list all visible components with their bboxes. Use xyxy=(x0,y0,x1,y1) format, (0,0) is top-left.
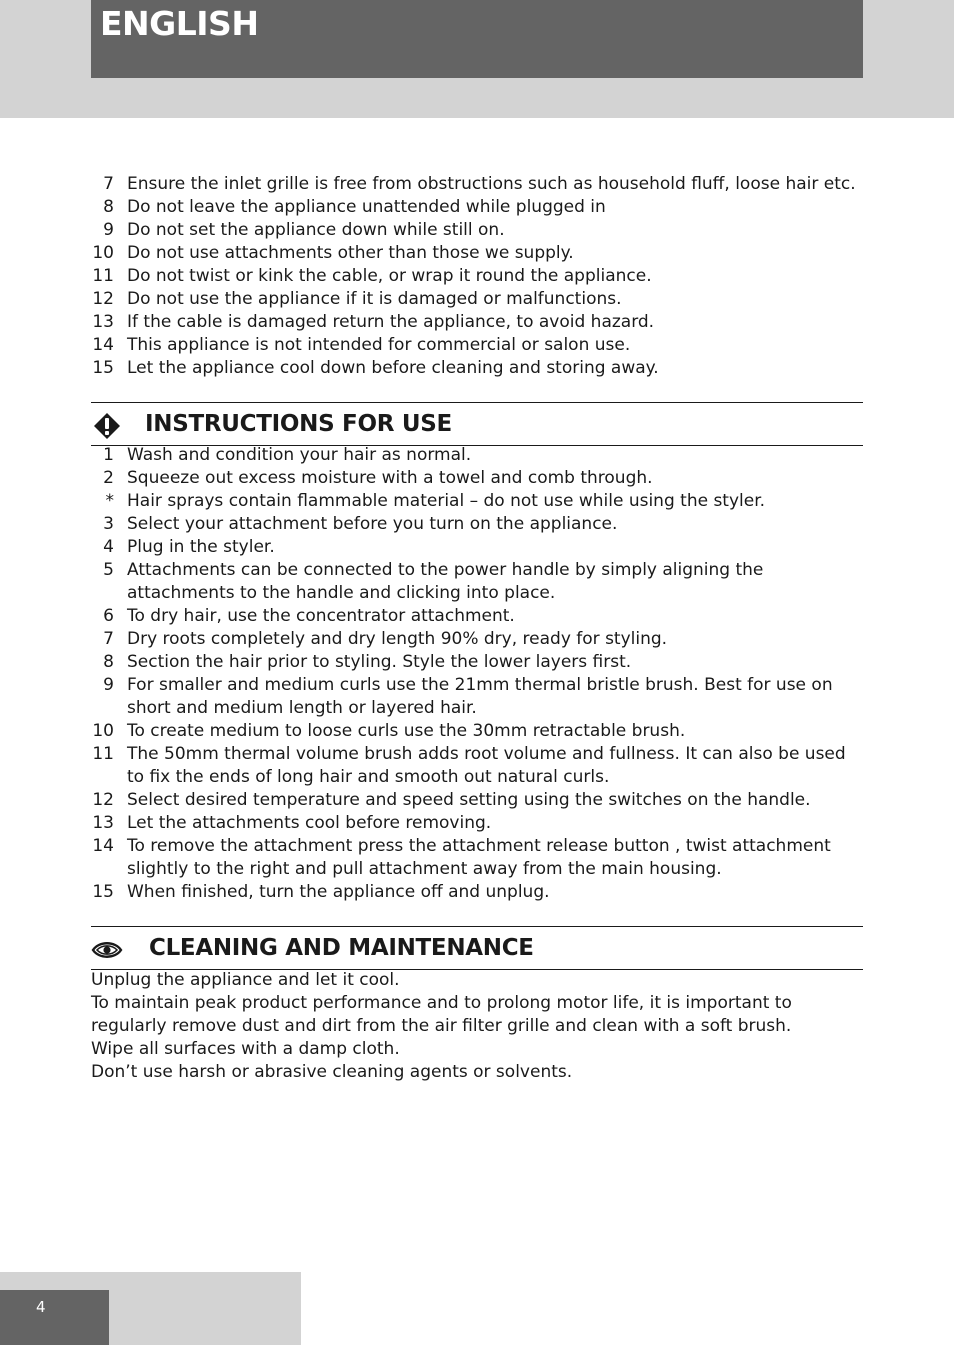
item-text: Do not use the appliance if it is damaged or malfunctions. xyxy=(127,289,622,309)
instructions-list xyxy=(91,444,863,904)
list-item xyxy=(91,311,863,334)
cleaning-paragraph: Unplug the appliance and let it cool. xyxy=(91,970,400,990)
item-text: When finished, turn the appliance off and unplug. xyxy=(127,882,550,902)
item-number: 13 xyxy=(92,813,114,833)
item-text: Squeeze out excess moisture with a towel and comb through. xyxy=(127,468,653,488)
item-number: 12 xyxy=(92,790,114,810)
item-number: 7 xyxy=(103,629,114,649)
item-number: 12 xyxy=(92,289,114,309)
item-number: 11 xyxy=(92,266,114,286)
list-item xyxy=(91,288,863,311)
list-item xyxy=(91,559,863,605)
item-number: 2 xyxy=(103,468,114,488)
item-number: 4 xyxy=(103,537,114,557)
item-text: This appliance is not intended for commercial or salon use. xyxy=(127,335,631,355)
item-text: Plug in the styler. xyxy=(127,537,275,557)
instructions-section-header xyxy=(91,402,863,446)
item-text: To dry hair, use the concentrator attachment. xyxy=(127,606,515,626)
item-text: If the cable is damaged return the appliance, to avoid hazard. xyxy=(127,312,655,332)
item-number: 5 xyxy=(103,560,114,580)
safety-list xyxy=(91,173,863,380)
item-text: Do not set the appliance down while still on. xyxy=(127,220,505,240)
cleaning-paragraph: Don’t use harsh or abrasive cleaning agents or solvents. xyxy=(91,1062,573,1082)
item-text: Hair sprays contain flammable material – do not use while using the styler. xyxy=(127,491,766,511)
item-number: 6 xyxy=(103,606,114,626)
item-text: Select desired temperature and speed setting using the switches on the handle. xyxy=(127,790,811,810)
cleaning-title: CLEANING AND MAINTENANCE xyxy=(149,935,534,961)
item-text: Dry roots completely and dry length 90% dry, ready for styling. xyxy=(127,629,668,649)
item-text: Attachments can be connected to the power handle by simply aligning the attachments to the handle and clicking into place. xyxy=(127,560,764,603)
item-text: Do not use attachments other than those we supply. xyxy=(127,243,574,263)
item-text: Let the appliance cool down before cleaning and storing away. xyxy=(127,358,659,378)
item-number: 10 xyxy=(92,721,114,741)
item-number: * xyxy=(105,491,114,511)
list-item xyxy=(91,812,863,835)
list-item xyxy=(91,743,863,789)
list-item xyxy=(91,789,863,812)
cleaning-paragraph: Wipe all surfaces with a damp cloth. xyxy=(91,1039,400,1059)
item-text: For smaller and medium curls use the 21mm thermal bristle brush. Best for use on short and medium length or layered hair. xyxy=(127,675,833,718)
list-item xyxy=(91,357,863,380)
item-number: 13 xyxy=(92,312,114,332)
item-number: 14 xyxy=(92,335,114,355)
item-number: 14 xyxy=(92,836,114,856)
item-number: 15 xyxy=(92,882,114,902)
page-number-box xyxy=(0,1290,109,1345)
item-number: 1 xyxy=(103,445,114,465)
eye-icon xyxy=(91,938,123,962)
item-number: 15 xyxy=(92,358,114,378)
item-text: Select your attachment before you turn on the appliance. xyxy=(127,514,618,534)
item-number: 8 xyxy=(103,197,114,217)
list-item xyxy=(91,265,863,288)
item-number: 8 xyxy=(103,652,114,672)
list-item xyxy=(91,605,863,628)
list-item xyxy=(91,196,863,219)
item-text: To create medium to loose curls use the 30mm retractable brush. xyxy=(127,721,686,741)
list-item xyxy=(91,536,863,559)
item-number: 3 xyxy=(103,514,114,534)
list-item xyxy=(91,334,863,357)
list-item xyxy=(91,467,863,490)
list-item xyxy=(91,881,863,904)
item-number: 9 xyxy=(103,675,114,695)
language-header xyxy=(91,0,863,78)
item-text: Do not leave the appliance unattended while plugged in xyxy=(127,197,606,217)
instructions-title: INSTRUCTIONS FOR USE xyxy=(145,411,452,437)
item-text: Wash and condition your hair as normal. xyxy=(127,445,472,465)
list-item xyxy=(91,242,863,265)
list-item xyxy=(91,219,863,242)
list-item xyxy=(91,490,863,513)
cleaning-section-header xyxy=(91,926,863,970)
item-number: 11 xyxy=(92,744,114,764)
list-item xyxy=(91,651,863,674)
item-text: Do not twist or kink the cable, or wrap it round the appliance. xyxy=(127,266,652,286)
list-item xyxy=(91,444,863,467)
item-number: 9 xyxy=(103,220,114,240)
item-text: Let the attachments cool before removing. xyxy=(127,813,492,833)
list-item xyxy=(91,674,863,720)
item-number: 7 xyxy=(103,174,114,194)
language-title: ENGLISH xyxy=(100,4,259,43)
list-item xyxy=(91,835,863,881)
item-text: To remove the attachment press the attachment release button , twist attachment slightly to the right and pull attachment away from the main housing. xyxy=(127,836,831,879)
list-item xyxy=(91,513,863,536)
warning-icon xyxy=(93,412,121,440)
cleaning-text xyxy=(91,969,863,1084)
list-item xyxy=(91,720,863,743)
list-item xyxy=(91,173,863,196)
page-number: 4 xyxy=(36,1298,46,1316)
item-text: The 50mm thermal volume brush adds root volume and fullness. It can also be used to fix the ends of long hair and smooth out natural curls. xyxy=(127,744,846,787)
list-item xyxy=(91,628,863,651)
item-text: Ensure the inlet grille is free from obstructions such as household fluff, loose hair etc. xyxy=(127,174,856,194)
cleaning-paragraph: To maintain peak product performance and to prolong motor life, it is important to regularly remove dust and dirt from the air filter grille and clean with a soft brush. xyxy=(91,993,792,1036)
item-text: Section the hair prior to styling. Style the lower layers first. xyxy=(127,652,632,672)
item-number: 10 xyxy=(92,243,114,263)
